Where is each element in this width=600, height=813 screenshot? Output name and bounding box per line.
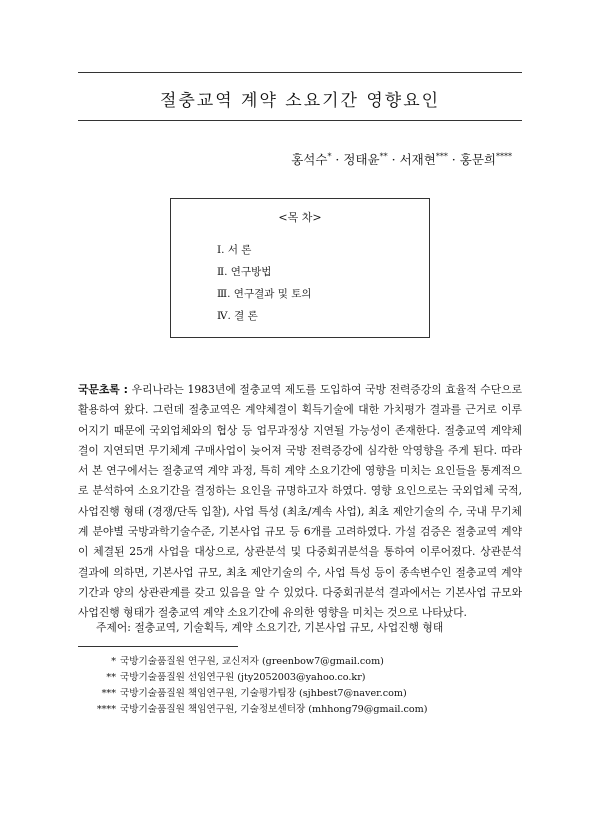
author-line	[291, 150, 512, 168]
footnote-text: 국방기술품질원 책임연구원, 기술정보센터장 (mhhong79@gmail.com)	[120, 704, 428, 715]
toc-item-methods: Ⅱ. 연구방법	[217, 266, 272, 278]
toc-item-conclusion: Ⅳ. 결 론	[217, 310, 258, 322]
footnote	[90, 670, 428, 686]
footnote-text: 국방기술품질원 연구원, 교신저자 (greenbow7@gmail.com)	[120, 656, 384, 667]
footnote-mark: ****	[96, 704, 116, 715]
toc-list	[217, 239, 311, 327]
abstract-label: 국문초록 :	[78, 383, 129, 396]
footnotes	[90, 654, 428, 718]
author-separator: ·	[451, 152, 456, 167]
author-mark: ****	[496, 151, 512, 161]
title-top-rule	[78, 72, 522, 73]
footnote-text: 국방기술품질원 선임연구원 (jty2052003@yahoo.co.kr)	[120, 672, 366, 683]
author-name: 홍석수	[291, 152, 328, 167]
footnote-mark: ***	[101, 688, 116, 699]
footnote-text: 국방기술품질원 책임연구원, 기술평가팀장 (sjhbest7@naver.com)	[120, 688, 407, 699]
author-separator: ·	[391, 152, 396, 167]
author-name: 서재현	[399, 152, 436, 167]
author-name: 홍문희	[459, 152, 496, 167]
author-mark: **	[379, 151, 388, 161]
footnote	[90, 686, 428, 702]
footnote-rule	[78, 646, 238, 647]
abstract	[78, 380, 522, 624]
toc-heading: <목 차>	[278, 211, 322, 224]
footnote-mark: *	[111, 656, 116, 667]
keywords: 주제어: 절충교역, 기술획득, 계약 소요기간, 기본사업 규모, 사업진행 형태	[96, 621, 444, 634]
author-name: 정태윤	[343, 152, 380, 167]
author-mark: *	[327, 151, 332, 161]
toc-item-introduction: Ⅰ. 서 론	[217, 244, 252, 256]
footnote-mark: **	[106, 672, 116, 683]
title-bottom-rule	[78, 120, 522, 121]
author-separator: ·	[335, 152, 340, 167]
abstract-text: 우리나라는 1983년에 절충교역 제도를 도입하여 국방 전력증강의 효율적 수단으로 활용하여 왔다. 그런데 절충교역은 계약체결이 획득기술에 대한 가치평가 결과를 근거로 이루어지기 때문에 국외업체와의 협상 등 업무과정상 지연될 가능성이 존재한다. 절충교역 계약체결이 지연되면 무기체계 구매사업이 늦어져 국방 전력증강에 심각한 악영향을 주게 된다. 따라서 본 연구에서는 절충교역 계약 과정, 특히 계약 소요기간에 영향을 미치는 요인들을 통계적으로 분석하여 소요기간을 결정하는 요인을 규명하고자 하였다. 영향 요인으로는 국외업체 국적, 사업진행 형태 (경쟁/단독 입찰), 사업 특성 (최초/계속 사업), 최초 제안기술의 수, 국내 무기체계 분야별 국방과학기술수준, 기본사업 규모 등 6개를 고려하였다. 가설 검증은 절충교역 계약이 체결된 25개 사업을 대상으로, 상관분석 및 다중회귀분석을 통하여 이루어졌다. 상관분석 결과에 의하면, 기본사업 규모, 최초 제안기술의 수, 사업 특성 등이 종속변수인 절충교역 계약 기간과 양의 상관관계를 갖고 있음을 알 수 있었다. 다중회귀분석 결과에서는 기본사업 규모와 사업진행 형태가 절충교역 계약 소요기간에 유의한 영향을 미치는 것으로 나타났다.	[78, 383, 523, 620]
paper-title: 절충교역 계약 소요기간 영향요인	[159, 91, 441, 111]
toc-item-results: Ⅲ. 연구결과 및 토의	[217, 288, 312, 300]
author-mark: ***	[435, 151, 448, 161]
footnote	[90, 654, 428, 670]
table-of-contents	[170, 198, 430, 338]
footnote	[90, 702, 428, 718]
